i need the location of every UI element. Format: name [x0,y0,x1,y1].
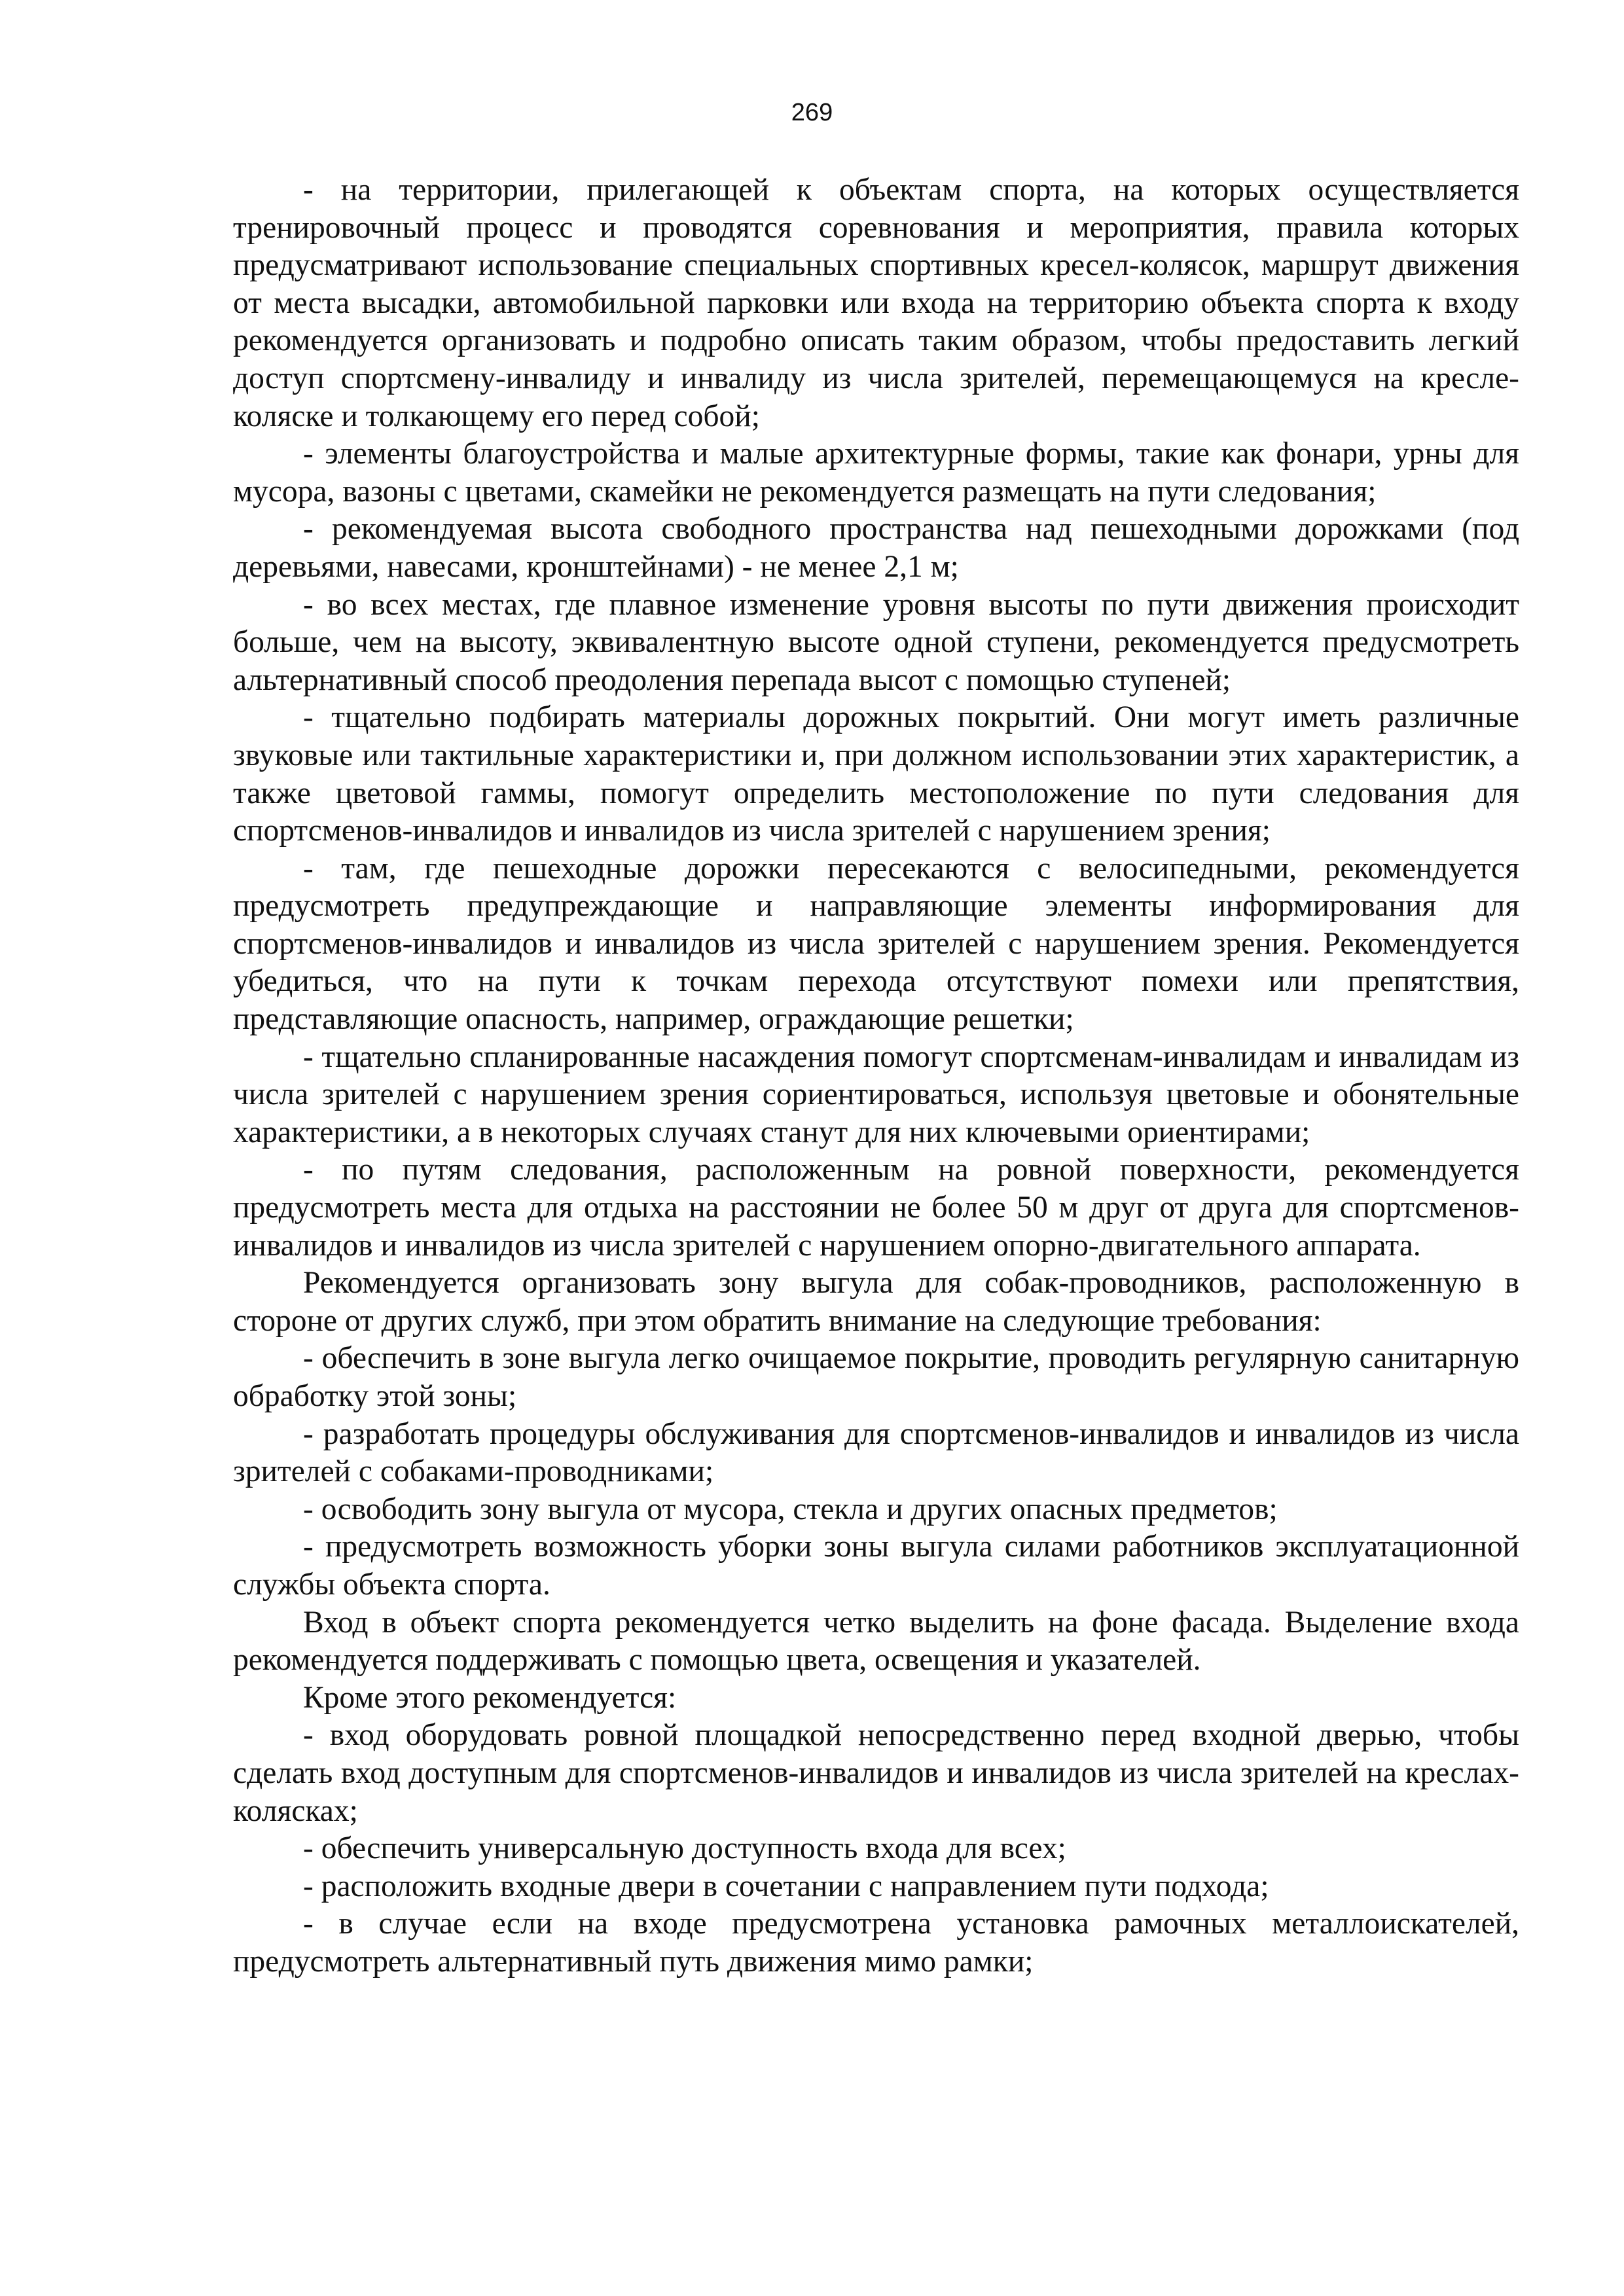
paragraph: - разработать процедуры обслуживания для спортсменов-инвалидов и инвалидов из числа зрителей с собаками-проводниками; [233,1416,1519,1489]
paragraph: - элементы благоустройства и малые архитектурные формы, такие как фонари, урны для мусора, вазоны с цветами, скамейки не рекомендуется размещать на пути следования; [233,437,1519,509]
paragraph: Вход в объект спорта рекомендуется четко выделить на фоне фасада. Выделение входа рекомендуется поддерживать с помощью цвета, освещения и указателей. [233,1605,1519,1677]
paragraph: - вход оборудовать ровной площадкой непосредственно перед входной дверью, чтобы сделать вход доступным для спортсменов-инвалидов и инвалидов из числа зрителей на креслах-колясках; [233,1718,1519,1828]
paragraph: - тщательно спланированные насаждения помогут спортсменам-инвалидам и инвалидам из числа зрителей с нарушением зрения сориентироваться, используя цветовые и обонятельные характеристики, а в некоторых случаях станут для них ключевыми ориентирами; [233,1039,1519,1149]
paragraph: - тщательно подбирать материалы дорожных покрытий. Они могут иметь различные звуковые или тактильные характеристики и, при должном использовании этих характеристик, а также цветовой гаммы, помогут определить местоположение по пути следования для спортсменов-инвалидов и инвалидов из числа зрителей с нарушением зрения; [233,700,1519,848]
paragraph: Рекомендуется организовать зону выгула для собак-проводников, расположенную в стороне от других служб, при этом обратить внимание на следующие требования: [233,1266,1519,1338]
paragraph: - во всех местах, где плавное изменение уровня высоты по пути движения происходит больше, чем на высоту, эквивалентную высоте одной ступени, рекомендуется предусмотреть альтернативный способ преодоления перепада высот с помощью ступеней; [233,587,1519,697]
paragraph: - обеспечить в зоне выгула легко очищаемое покрытие, проводить регулярную санитарную обработку этой зоны; [233,1341,1519,1413]
paragraph: - там, где пешеходные дорожки пересекаются с велосипедными, рекомендуется предусмотреть предупреждающие и направляющие элементы информирования для спортсменов-инвалидов и инвалидов из числа зрителей с нарушением зрения. Рекомендуется убедиться, что на пути к точкам перехода отсутствуют помехи или препятствия, представляющие опасность, например, ограждающие решетки; [233,851,1519,1037]
paragraph: - по путям следования, расположенным на ровной поверхности, рекомендуется предусмотреть места для отдыха на расстоянии не более 50 м друг от друга для спортсменов-инвалидов и инвалидов из числа зрителей с нарушением опорно-двигательного аппарата. [233,1153,1519,1263]
paragraph: - расположить входные двери в сочетании с направлением пути подхода; [303,1869,1269,1903]
paragraph: - предусмотреть возможность уборки зоны выгула силами работников эксплуатационной службы объекта спорта. [233,1530,1519,1602]
page-number: 269 [791,99,833,126]
paragraph: - рекомендуемая высота свободного пространства над пешеходными дорожками (под деревьями, навесами, кронштейнами) - не менее 2,1 м; [233,512,1519,584]
paragraph: - на территории, прилегающей к объектам спорта, на которых осуществляется тренировочный процесс и проводятся соревнования и мероприятия, правила которых предусматривают использование специальных спортивных кресел-колясок, маршрут движения от места высадки, автомобильной парковки или входа на территорию объекта спорта к входу рекомендуется организовать и подробно описать таким образом, чтобы предоставить легкий доступ спортсмену-инвалиду и инвалиду из числа зрителей, перемещающемуся на кресле-коляске и толкающему его перед собой; [233,173,1519,433]
document-body [233,171,1519,1981]
paragraph: Кроме этого рекомендуется: [303,1680,677,1715]
paragraph: - в случае если на входе предусмотрена установка рамочных металлоискателей, предусмотреть альтернативный путь движения мимо рамки; [233,1907,1519,1979]
paragraph: - обеспечить универсальную доступность входа для всех; [303,1831,1066,1866]
paragraph: - освободить зону выгула от мусора, стекла и других опасных предметов; [303,1492,1278,1526]
